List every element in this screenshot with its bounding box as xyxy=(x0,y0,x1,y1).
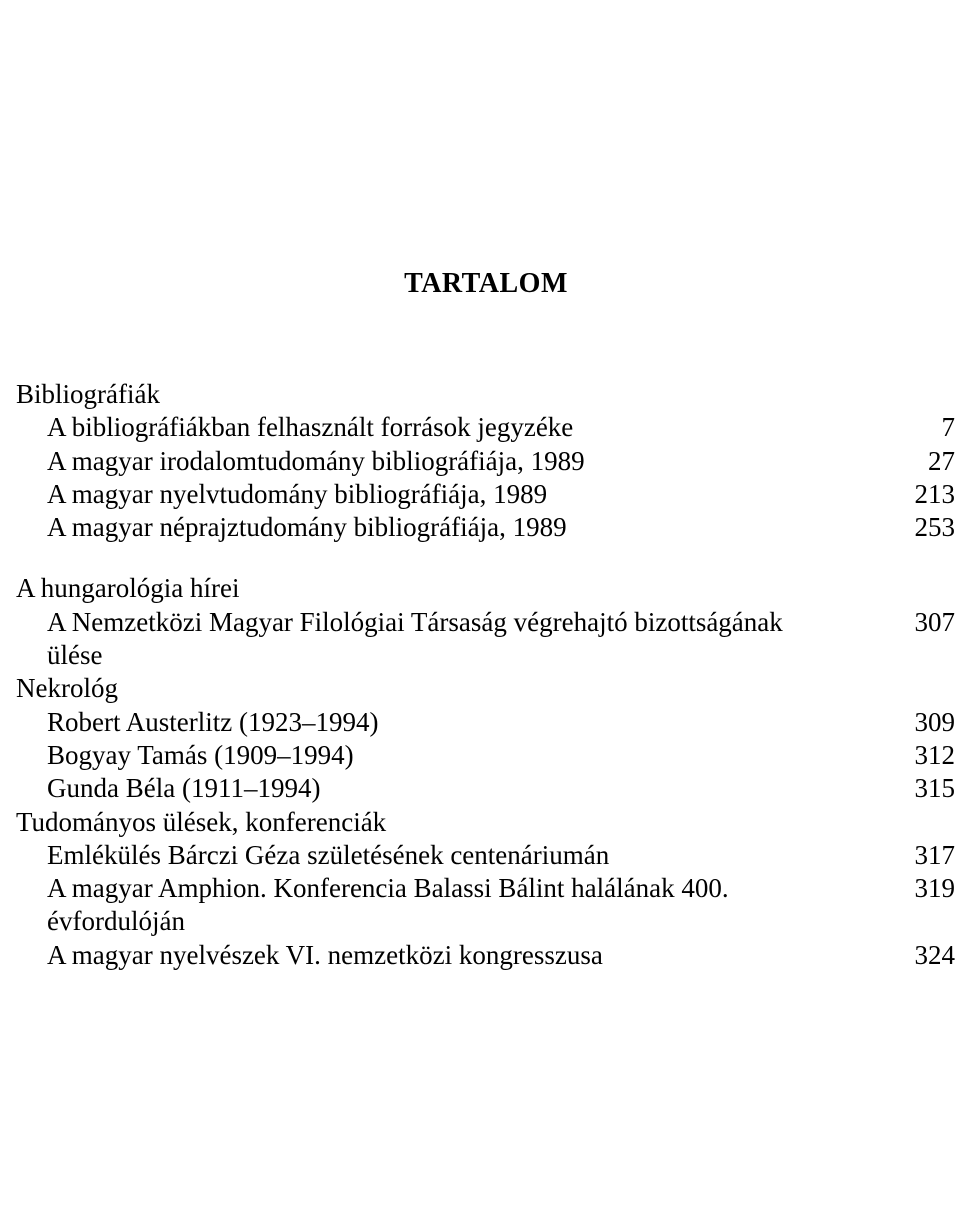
toc-entry[interactable] xyxy=(0,839,960,872)
page-number: 253 xyxy=(914,512,955,543)
page-number: 319 xyxy=(914,873,955,904)
page-number: 213 xyxy=(914,478,955,509)
entry-title: A magyar irodalomtudomány bibliográfiája, 1989 xyxy=(47,445,585,476)
entry-title: Gunda Béla (1911–1994) xyxy=(47,773,321,804)
toc-entry[interactable] xyxy=(0,606,960,673)
section-heading-bibliographies: Bibliográfiák xyxy=(16,379,160,409)
entry-title: A Nemzetközi Magyar Filológiai Társaság végrehajtó bizottságának ülése xyxy=(47,606,783,671)
entry-title: Bogyay Tamás (1909–1994) xyxy=(47,739,354,770)
section-heading-obituary: Nekrológ xyxy=(16,673,118,704)
page-number: 315 xyxy=(914,773,955,804)
entry-title: A magyar nyelvtudomány bibliográfiája, 1989 xyxy=(47,478,548,509)
section-spacer xyxy=(0,544,960,572)
toc-entry[interactable] xyxy=(0,939,960,972)
page-number: 307 xyxy=(914,606,955,637)
toc-entry[interactable] xyxy=(0,478,960,511)
entry-title: Emlékülés Bárczi Géza születésének centenáriumán xyxy=(47,839,610,870)
page-number: 317 xyxy=(914,839,955,870)
section-heading-conferences: Tudományos ülések, konferenciák xyxy=(16,806,387,837)
entry-title: A bibliográfiákban felhasznált források jegyzéke xyxy=(47,412,574,443)
toc-entry[interactable] xyxy=(0,706,960,739)
page-number: 27 xyxy=(928,445,955,476)
toc-entry[interactable] xyxy=(0,872,960,939)
toc-entry[interactable] xyxy=(0,772,960,805)
page-number: 7 xyxy=(941,412,955,443)
entry-title: Robert Austerlitz (1923–1994) xyxy=(47,706,379,737)
entry-title: A magyar Amphion. Konferencia Balassi Bálint halálának 400. évfordulóján xyxy=(47,873,729,937)
toc-entry[interactable] xyxy=(0,411,960,444)
table-of-contents xyxy=(0,378,960,972)
toc-entry[interactable] xyxy=(0,739,960,772)
page-number: 312 xyxy=(914,739,955,770)
page-number: 324 xyxy=(914,939,955,970)
toc-entry[interactable] xyxy=(0,445,960,478)
section-heading-hungarology-news: A hungarológia hírei xyxy=(16,573,240,604)
entry-title: A magyar nyelvészek VI. nemzetközi kongresszusa xyxy=(47,939,603,970)
toc-entry[interactable] xyxy=(0,511,960,544)
entry-title: A magyar néprajztudomány bibliográfiája, 1989 xyxy=(47,512,567,543)
page-title: TARTALOM xyxy=(404,268,568,299)
page-number: 309 xyxy=(914,706,955,737)
